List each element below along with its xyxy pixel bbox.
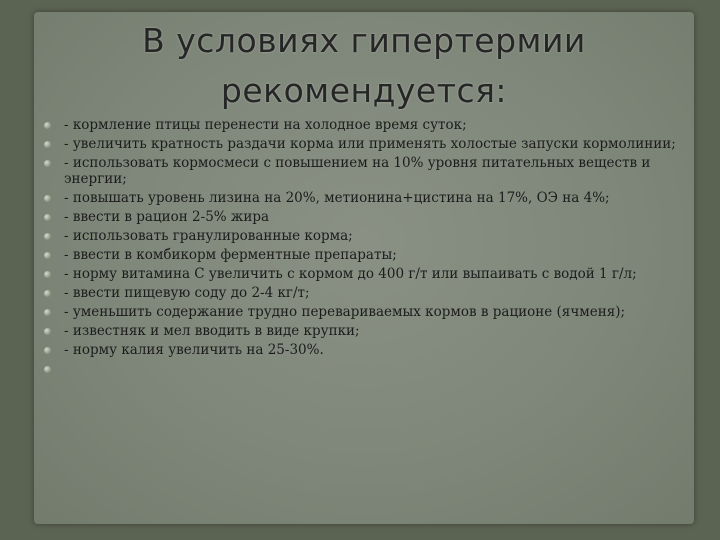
bullet-icon bbox=[44, 214, 51, 221]
bullet-icon bbox=[44, 309, 51, 316]
bullet-icon bbox=[44, 122, 51, 129]
list-item bbox=[44, 362, 684, 378]
list-item bbox=[44, 191, 684, 207]
recommendation-list bbox=[44, 118, 684, 381]
list-item bbox=[44, 156, 684, 187]
slide-title-line-1: В условиях гипертермии bbox=[142, 21, 586, 60]
bullet-icon bbox=[44, 290, 51, 297]
list-item-text: - ввести в комбикорм ферментные препараты; bbox=[64, 246, 397, 263]
bullet-icon bbox=[44, 233, 51, 240]
list-item bbox=[44, 248, 684, 264]
list-item-text: - использовать гранулированные корма; bbox=[64, 227, 353, 244]
bullet-icon bbox=[44, 347, 51, 354]
list-item-text: - норму калия увеличить на 25-30%. bbox=[64, 341, 324, 358]
list-item-text: - известняк и мел вводить в виде крупки; bbox=[64, 322, 360, 339]
bullet-icon bbox=[44, 141, 51, 148]
list-item-text: - ввести в рацион 2-5% жира bbox=[64, 208, 270, 225]
list-item bbox=[44, 210, 684, 226]
slide-title-line-2: рекомендуется: bbox=[220, 71, 508, 110]
list-item-text: - использовать кормосмеси с повышением на 10% уровня питательных веществ и энергии; bbox=[64, 155, 651, 187]
list-item-text: - кормление птицы перенести на холодное время суток; bbox=[64, 117, 467, 133]
list-item-text: - норму витамина С увеличить с кормом до 400 г/т или выпаивать с водой 1 г/л; bbox=[64, 265, 637, 282]
list-item-text: - повышать уровень лизина на 20%, метионина+цистина на 17%, ОЭ на 4%; bbox=[64, 189, 610, 206]
list-item bbox=[44, 343, 684, 359]
list-item bbox=[44, 229, 684, 245]
list-item bbox=[44, 324, 684, 340]
list-item bbox=[44, 118, 684, 134]
list-item-text: - ввести пищевую соду до 2-4 кг/т; bbox=[64, 284, 310, 301]
bullet-icon bbox=[44, 252, 51, 259]
list-item-text: - увеличить кратность раздачи корма или применять холостые запуски кормолинии; bbox=[64, 136, 676, 152]
bullet-icon bbox=[44, 160, 51, 167]
list-item bbox=[44, 286, 684, 302]
bullet-icon bbox=[44, 366, 51, 373]
list-item bbox=[44, 137, 684, 153]
list-item bbox=[44, 267, 684, 283]
bullet-icon bbox=[44, 328, 51, 335]
slide-title bbox=[34, 16, 694, 116]
list-item-text: - уменьшить содержание трудно перевариваемых кормов в рационе (ячменя); bbox=[64, 303, 626, 320]
bullet-icon bbox=[44, 271, 51, 278]
bullet-icon bbox=[44, 195, 51, 202]
list-item bbox=[44, 305, 684, 321]
